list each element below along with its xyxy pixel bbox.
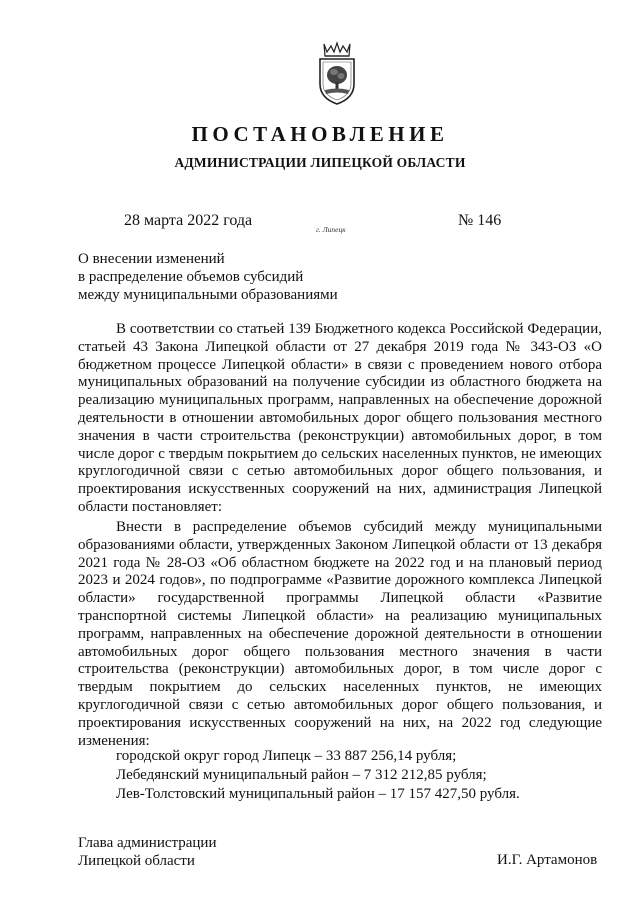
document-subject — [78, 250, 338, 304]
preamble-paragraph: В соответствии со статьей 139 Бюджетного кодекса Российской Федерации, статьей 43 Закона Липецкой области от 27 декабря 2019 года № 343-ОЗ «О бюджетном процессе Липецкой области» в связи с проведением нового отбора муниципальных образований на получение субсидии из областного бюджета на реализацию муниципальных программ, направленных на обеспечение дорожной деятельности в отношении автомобильных дорог общего пользования местного значения в части строительства (реконструкции) автомобильных дорог, в том числе дорог с твердым покрытием до сельских населенных пунктов, не имеющих круглогодичной связи с сетью автомобильных дорог общего пользования, и проектирования искусственных сооружений на них, администрация Липецкой области постановляет: — [78, 321, 602, 515]
document-title: ПОСТАНОВЛЕНИЕ — [191, 122, 449, 146]
signatory-name: И.Г. Артамонов — [497, 852, 598, 868]
issuing-authority: АДМИНИСТРАЦИИ ЛИПЕЦКОЙ ОБЛАСТИ — [174, 155, 466, 170]
signatory-position — [78, 834, 216, 870]
allocation-list — [116, 747, 520, 804]
signatory-position-line: Глава администрации — [78, 835, 217, 851]
list-item: Лебедянский муниципальный район – 7 312 212,85 рубля; — [116, 767, 487, 783]
document-date: 28 марта 2022 года — [124, 212, 253, 229]
signatory-position-line: Липецкой области — [78, 853, 195, 869]
list-item: Лев-Толстовский муниципальный район – 17 157 427,50 рубля. — [116, 786, 520, 802]
list-item: городской округ город Липецк – 33 887 256,14 рубля; — [116, 748, 457, 764]
subject-line: О внесении изменений — [78, 251, 225, 267]
subject-line: в распределение объемов субсидий — [78, 269, 304, 285]
resolution-paragraph: Внести в распределение объемов субсидий между муниципальными образованиями области, утвержденных Законом Липецкой области от 13 декабря 2021 года № 28-ОЗ «Об областном бюджете на 2022 год и на плановый период 2023 и 2024 годов», по подпрограмме «Развитие дорожного комплекса Липецкой области» государственной программы Липецкой области «Развитие транспортной системы Липецкой области» на реализацию муниципальных программ, направленных на обеспечение дорожной деятельности в отношении автомобильных дорог общего пользования местного значения в части строительства (реконструкции) автомобильных дорог, в том числе дорог с твердым покрытием до сельских населенных пунктов, не имеющих круглогодичной связи с сетью автомобильных дорог общего пользования, и проектирования искусственных сооружений на них, на 2022 год следующие изменения: — [78, 519, 602, 749]
document-city: г. Липецк — [316, 225, 346, 234]
subject-line: между муниципальными образованиями — [78, 287, 338, 303]
document-number: № 146 — [458, 212, 502, 229]
lipetsk-coat-of-arms-icon — [312, 40, 362, 106]
